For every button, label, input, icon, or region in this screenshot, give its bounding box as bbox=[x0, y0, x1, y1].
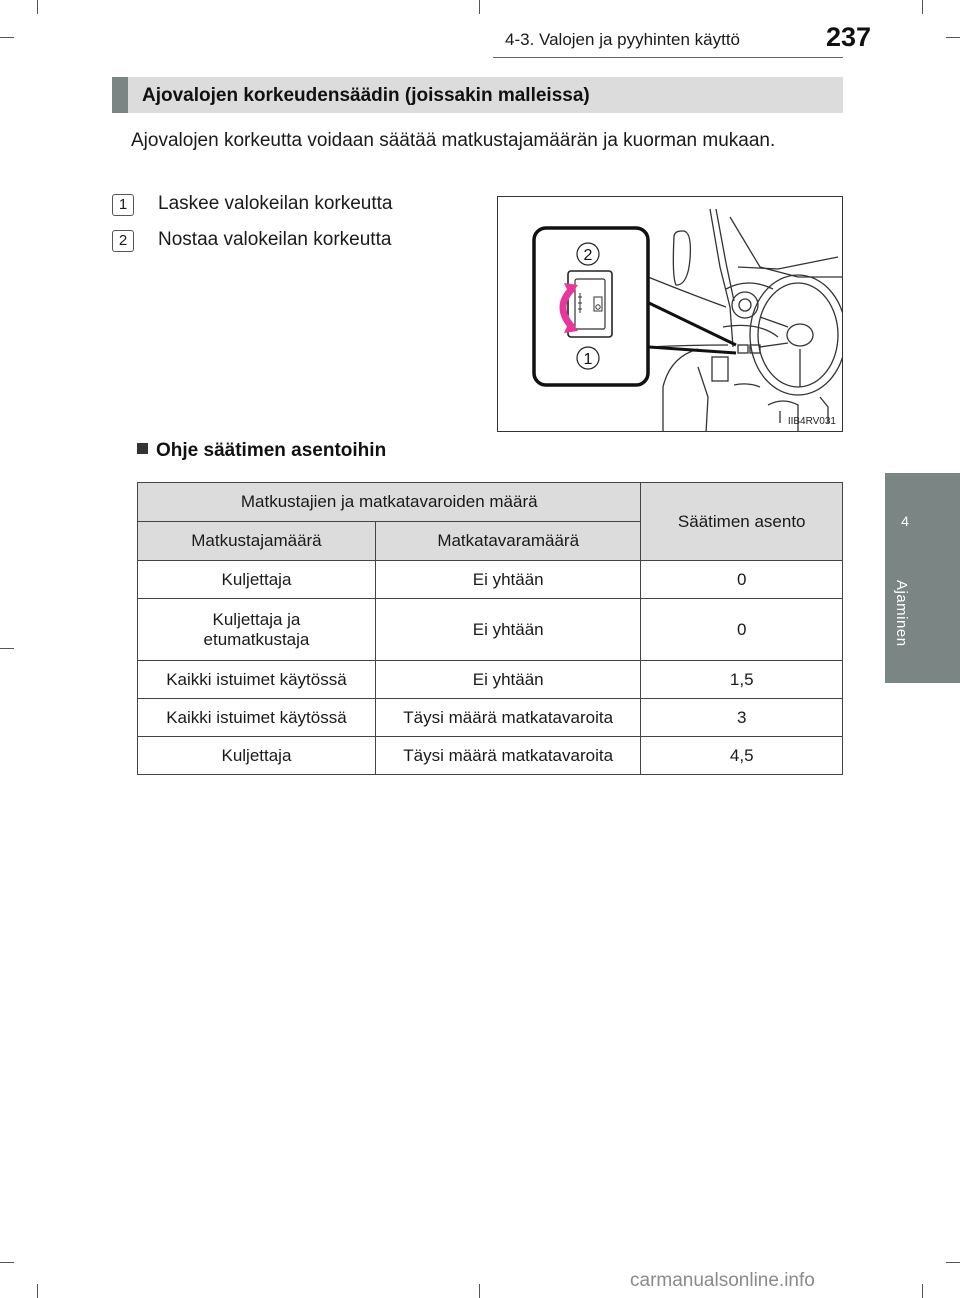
crop-mark bbox=[479, 1284, 480, 1298]
table-cell: Kaikki istuimet käytössä bbox=[138, 699, 376, 737]
chapter-title: Ajaminen bbox=[893, 580, 910, 647]
table-cell: Kaikki istuimet käytössä bbox=[138, 661, 376, 699]
leveling-table bbox=[137, 482, 843, 775]
table-cell: Kuljettaja bbox=[138, 561, 376, 599]
table-cell: Ei yhtään bbox=[375, 661, 641, 699]
table-row bbox=[138, 661, 843, 699]
subsection-heading bbox=[137, 440, 386, 462]
crop-mark bbox=[0, 648, 14, 649]
table-cell-text: Kuljettaja ja etumatkustaja bbox=[203, 609, 310, 649]
crop-mark bbox=[922, 0, 923, 14]
table-cell: Täysi määrä matkatavaroita bbox=[375, 699, 641, 737]
watermark: carmanualsonline.info bbox=[630, 1270, 815, 1291]
table-cell: 0 bbox=[641, 599, 843, 661]
crop-mark bbox=[0, 1262, 14, 1263]
table-cell: Ei yhtään bbox=[375, 561, 641, 599]
table-cell: 3 bbox=[641, 699, 843, 737]
intro-paragraph: Ajovalojen korkeutta voidaan säätää matkustajamäärän ja kuorman mukaan. bbox=[131, 130, 776, 151]
table-row bbox=[138, 599, 843, 661]
table-cell: 4,5 bbox=[641, 737, 843, 775]
page-number: 237 bbox=[826, 22, 872, 52]
chapter-number: 4 bbox=[901, 513, 909, 529]
crop-mark bbox=[37, 0, 38, 14]
square-bullet-icon bbox=[137, 443, 148, 454]
table-cell: 1,5 bbox=[641, 661, 843, 699]
chapter-tab bbox=[885, 473, 960, 683]
callout-label-1: 1 bbox=[583, 351, 593, 368]
crop-mark bbox=[946, 37, 960, 38]
subsection-title: Ohje säätimen asentoihin bbox=[156, 440, 387, 461]
table-cell: 0 bbox=[641, 561, 843, 599]
callout-number: 2 bbox=[112, 230, 134, 252]
crop-mark bbox=[922, 1284, 923, 1298]
table-sub-header: Matkustajamäärä bbox=[138, 522, 376, 561]
table-cell bbox=[138, 599, 376, 661]
table-row bbox=[138, 699, 843, 737]
crop-mark bbox=[946, 1262, 960, 1263]
list-item-label: Laskee valokeilan korkeutta bbox=[158, 193, 393, 214]
callout-number: 1 bbox=[112, 194, 134, 216]
table-position-header: Säätimen asento bbox=[641, 483, 843, 561]
header-rule bbox=[493, 57, 843, 58]
crop-mark bbox=[479, 0, 480, 14]
dashboard-illustration bbox=[497, 196, 843, 432]
callout-label-2: 2 bbox=[583, 247, 593, 264]
crop-mark bbox=[37, 1284, 38, 1298]
running-header: 4-3. Valojen ja pyyhinten käyttö bbox=[505, 30, 740, 49]
list-item-label: Nostaa valokeilan korkeutta bbox=[158, 229, 392, 250]
table-row bbox=[138, 561, 843, 599]
section-header bbox=[112, 77, 843, 113]
table-group-header: Matkustajien ja matkatavaroiden määrä bbox=[138, 483, 641, 522]
table-sub-header: Matkatavaramäärä bbox=[375, 522, 641, 561]
table-row bbox=[138, 737, 843, 775]
table-cell: Täysi määrä matkatavaroita bbox=[375, 737, 641, 775]
table-cell: Kuljettaja bbox=[138, 737, 376, 775]
illustration-code: IIB4RV031 bbox=[787, 416, 836, 427]
section-title: Ajovalojen korkeudensäädin (joissakin malleissa) bbox=[142, 85, 590, 106]
table-cell: Ei yhtään bbox=[375, 599, 641, 661]
crop-mark bbox=[0, 37, 14, 38]
dashboard-drawing bbox=[498, 197, 843, 432]
